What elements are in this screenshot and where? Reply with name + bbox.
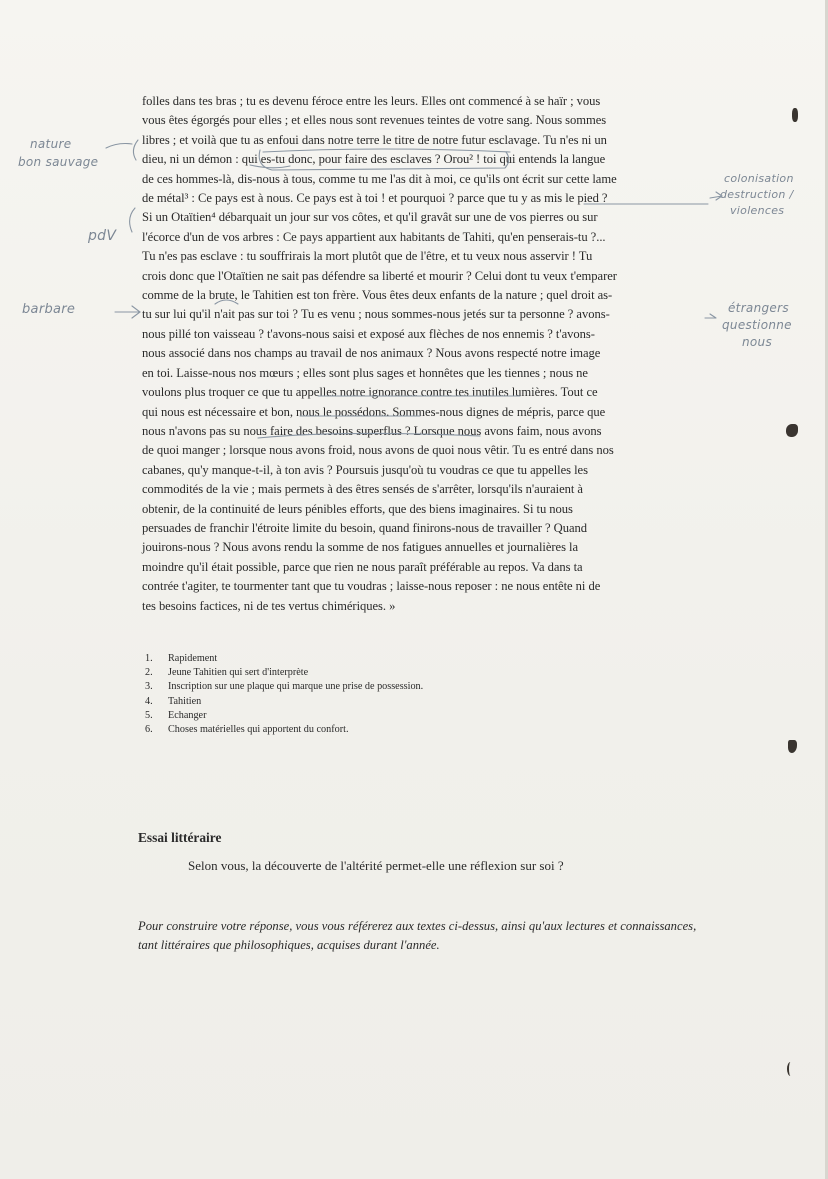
footnote: 2. Jeune Tahitien qui sert d'interprète bbox=[145, 667, 309, 679]
passage-line: folles dans tes bras ; tu es devenu féroce entre les leurs. Elles ont commencé à se haïr ; vous bbox=[142, 94, 601, 108]
passage-line: cabanes, qu'y manque-t-il, à ton avis ? Poursuis jusqu'où tu voudras ce que tu appelles les bbox=[142, 462, 588, 477]
essay-heading: Essai littéraire bbox=[138, 830, 222, 845]
passage-line: moindre qu'il était possible, parce que rien ne nous paraît préférable au repos. Va dans ta bbox=[142, 559, 583, 574]
passage-line: libres ; et voilà que tu as enfoui dans notre terre le titre de notre futur esclavage. Tu n'es ni un bbox=[142, 132, 607, 147]
passage-line: tu sur lui qu'il n'ait pas sur toi ? Tu es venu ; nous sommes-nous jetés sur ta personne ? avons- bbox=[142, 307, 610, 322]
passage-line: Si un Otaïtien⁴ débarquait un jour sur vos côtes, et qu'il gravât sur une de vos pierres ou sur bbox=[142, 210, 598, 225]
passage-line: jouirons-nous ? Nous avons rendu la somme de nos fatigues annuelles et journalières la bbox=[142, 540, 579, 555]
essay-instructions: Pour construire votre réponse, vous vous référerez aux textes ci-dessus, ainsi qu'aux lectures et connaissances, tant littéraires que philosophiques, acquises durant l'année. bbox=[138, 919, 697, 953]
annotation-destruction: destruction / bbox=[720, 188, 794, 201]
passage-line: voulons plus troquer ce que tu appelles notre ignorance contre tes inutiles lumières. Tout ce bbox=[142, 385, 598, 400]
footnote: 6. Choses matérielles qui apportent du confort. bbox=[145, 724, 349, 736]
annotation-violences: violences bbox=[730, 204, 785, 217]
passage-line: en toi. Laisse-nous nos mœurs ; elles sont plus sages et honnêtes que les tiennes ; nous ne bbox=[142, 365, 588, 380]
footnote: 3. Inscription sur une plaque qui marque une prise de possession. bbox=[145, 681, 424, 693]
footnotes-list bbox=[145, 652, 645, 737]
annotation-bon-sauvage: bon sauvage bbox=[18, 155, 99, 169]
annotation-pdv: pdV bbox=[88, 228, 117, 244]
passage-line: qui nous est nécessaire et bon, nous le possédons. Sommes-nous dignes de mépris, parce que bbox=[142, 404, 606, 419]
annotation-nature: nature bbox=[30, 137, 72, 151]
annotation-questionne: questionne bbox=[722, 318, 792, 332]
footnote: 1. Rapidement bbox=[145, 653, 218, 664]
passage-line: nous associé dans nos champs au travail de nos animaux ? Nous avons respecté notre image bbox=[142, 346, 601, 361]
essay-question: Selon vous, la découverte de l'altérité permet-elle une réflexion sur soi ? bbox=[188, 858, 564, 873]
annotation-barbare: barbare bbox=[22, 302, 76, 317]
footnote: 4. Tahitien bbox=[145, 695, 202, 707]
passage-line: tes besoins factices, ni de tes vertus chimériques. » bbox=[142, 598, 396, 613]
passage-text bbox=[142, 92, 708, 616]
passage-line: commodités de la vie ; mais permets à des êtres sensés de s'arrêter, lorsqu'ils n'auraient à bbox=[142, 482, 583, 497]
passage-line: Tu n'es pas esclave : tu souffrirais la mort plutôt que de l'être, et tu veux nous asservir ! Tu bbox=[142, 249, 593, 264]
footnote: 5. Echanger bbox=[145, 709, 207, 721]
passage-line: obtenir, de la continuité de leurs pénibles efforts, que des biens imaginaires. Si tu nous bbox=[142, 501, 573, 516]
passage-line: l'écorce d'un de vos arbres : Ce pays appartient aux habitants de Tahiti, qu'en penserais-tu ?... bbox=[142, 229, 606, 244]
passage-line: contrée t'agiter, te tourmenter tant que tu voudras ; laisse-nous reposer : ne nous entête ni de bbox=[142, 579, 601, 594]
passage-line: de quoi manger ; lorsque nous avons froid, nous avons de quoi nous vêtir. Tu es entré dans nos bbox=[142, 443, 614, 458]
passage-line: nous pillé ton vaisseau ? t'avons-nous saisi et exposé aux flèches de nos ennemis ? t'avons- bbox=[142, 326, 595, 341]
passage-line: comme de la brute, le Tahitien est ton frère. Vous êtes deux enfants de la nature ; quel droit as- bbox=[142, 288, 613, 303]
passage-line: nous n'avons pas su nous faire des besoins superflus ? Lorsque nous avons faim, nous avons bbox=[142, 423, 602, 438]
passage-line: vous êtes égorgés pour elles ; et elles nous sont revenues teintes de votre sang. Nous sommes bbox=[142, 113, 607, 128]
punch-mark bbox=[787, 1062, 794, 1076]
passage-line: de ces hommes-là, dis-nous à tous, comme tu me l'as dit à moi, ce qu'ils ont écrit sur cette lame bbox=[142, 171, 617, 186]
punch-mark bbox=[786, 424, 798, 437]
annotation-nous: nous bbox=[742, 335, 773, 349]
passage-line: dieu, ni un démon : qui es-tu donc, pour faire des esclaves ? Orou² ! toi qui entends la langue bbox=[142, 152, 606, 167]
passage-line: crois donc que l'Otaïtien ne sait pas défendre sa liberté et mourir ? Celui dont tu veux t'emparer bbox=[142, 268, 617, 283]
passage-line: de métal³ : Ce pays est à nous. Ce pays est à toi ! et pourquoi ? parce que tu y as mis le pied ? bbox=[142, 191, 608, 206]
annotation-etrangers: étrangers bbox=[728, 301, 789, 315]
punch-mark bbox=[792, 108, 798, 122]
passage-line: persuades de franchir l'étroite limite du besoin, quand finirons-nous de travailler ? Quand bbox=[142, 520, 588, 535]
annotation-colonisation: colonisation bbox=[724, 172, 794, 185]
